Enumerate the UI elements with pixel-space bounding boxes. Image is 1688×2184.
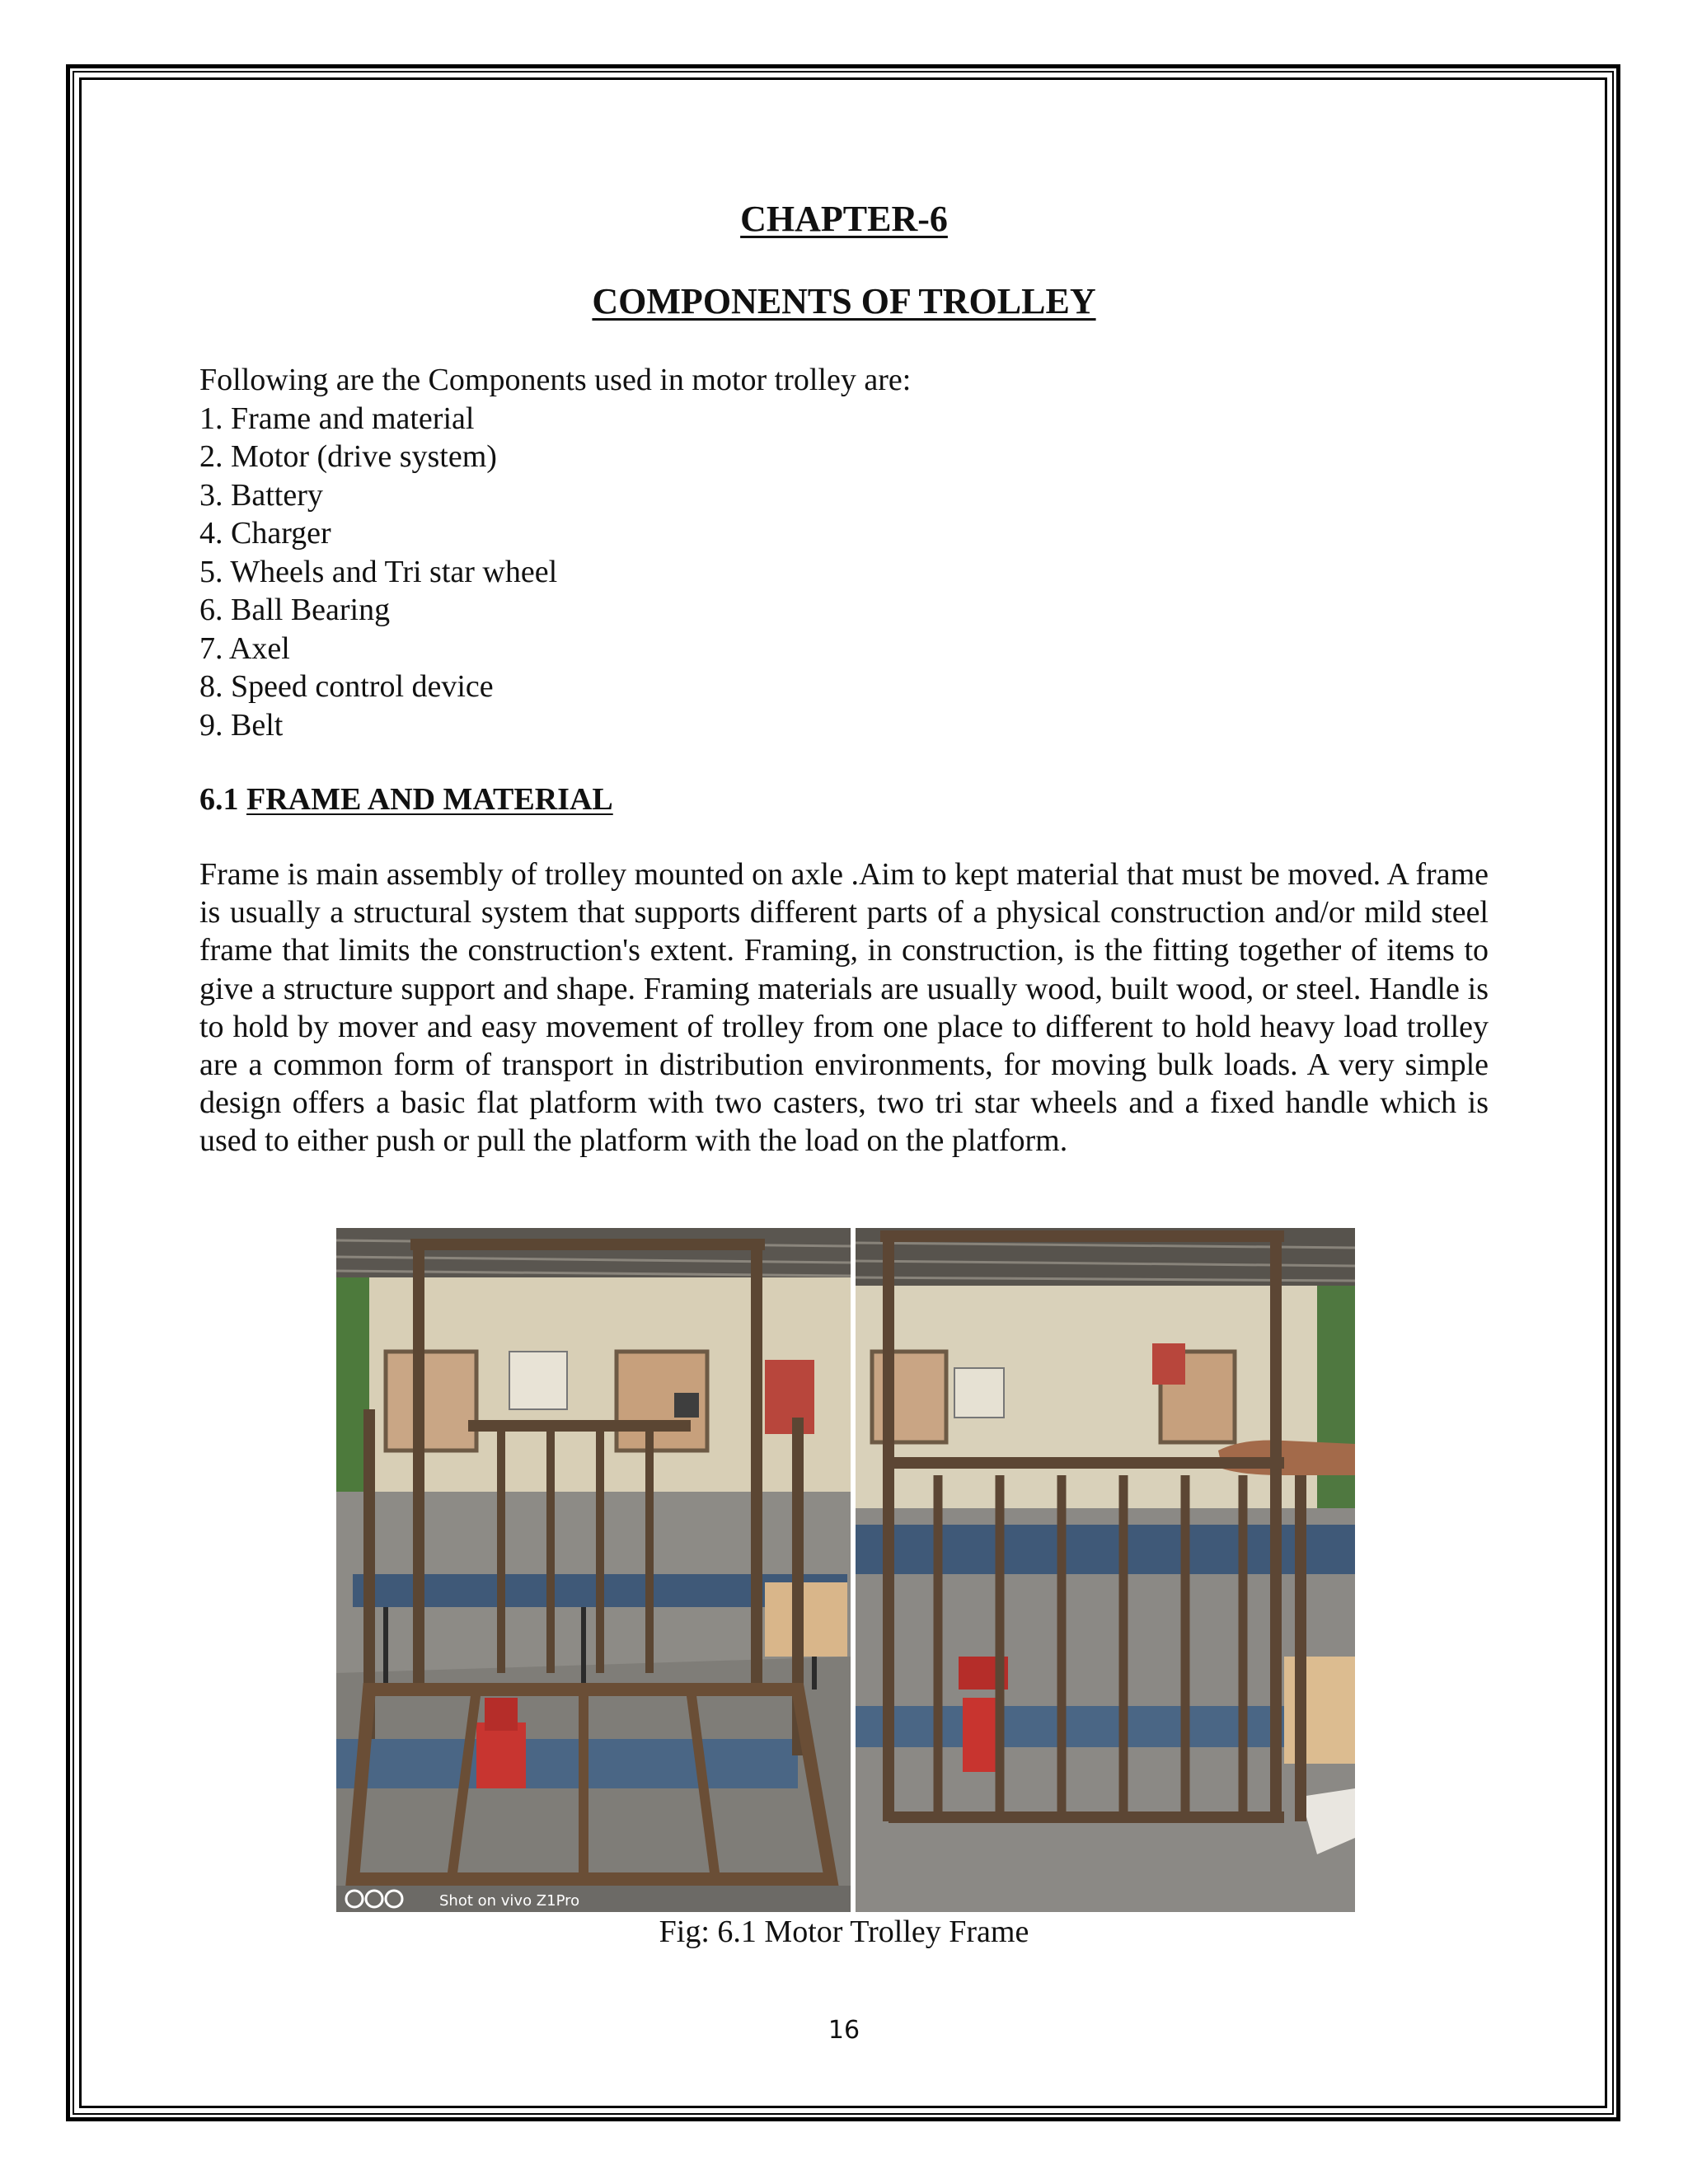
chapter-title-text: COMPONENTS OF TROLLEY — [592, 281, 1096, 321]
section-title: FRAME AND MATERIAL — [246, 782, 613, 817]
component-item: 7. Axel — [199, 630, 290, 666]
components-intro — [199, 361, 1485, 744]
page-number: 16 — [828, 2016, 860, 2045]
components-list — [199, 400, 1485, 745]
component-item: 8. Speed control device — [199, 669, 494, 704]
frame-photo-right — [856, 1228, 1355, 1912]
section-paragraph: Frame is main assembly of trolley mounted on axle .Aim to kept material that must be moved. A frame is usually a structural system that supports different parts of a physical construction and/or mild steel frame that limits the construction's extent. Framing, in construction, is the fitting together of items to give a structure support and shape. Framing materials are usually wood, built wood, or steel. Handle is to hold by mover and easy movement of trolley from one place to different to hold heavy load trolley are a common form of transport in distribution environments, for moving bulk loads. A very simple design offers a basic flat platform with two casters, two tri star wheels and a fixed handle which is used to either push or pull the platform with the load on the platform. — [199, 857, 1489, 1159]
intro-line: Following are the Components used in motor trolley are: — [199, 363, 912, 397]
figure-motor-trolley-frame — [336, 1228, 1355, 1912]
photo-watermark: Shot on vivo Z1Pro — [439, 1892, 580, 1910]
component-item: 4. Charger — [199, 516, 331, 551]
section-heading — [199, 781, 613, 818]
chapter-title — [0, 280, 1688, 322]
component-item: 2. Motor (drive system) — [199, 439, 497, 474]
frame-photo-left — [336, 1228, 851, 1912]
chapter-heading — [0, 198, 1688, 240]
component-item: 9. Belt — [199, 707, 284, 743]
component-item: 1. Frame and material — [199, 401, 475, 436]
section-number: 6.1 — [199, 782, 239, 817]
component-item: 5. Wheels and Tri star wheel — [199, 554, 558, 589]
component-item: 3. Battery — [199, 477, 323, 513]
component-item: 6. Ball Bearing — [199, 593, 391, 627]
figure-caption: Fig: 6.1 Motor Trolley Frame — [659, 1915, 1029, 1949]
chapter-heading-text: CHAPTER-6 — [740, 199, 948, 239]
